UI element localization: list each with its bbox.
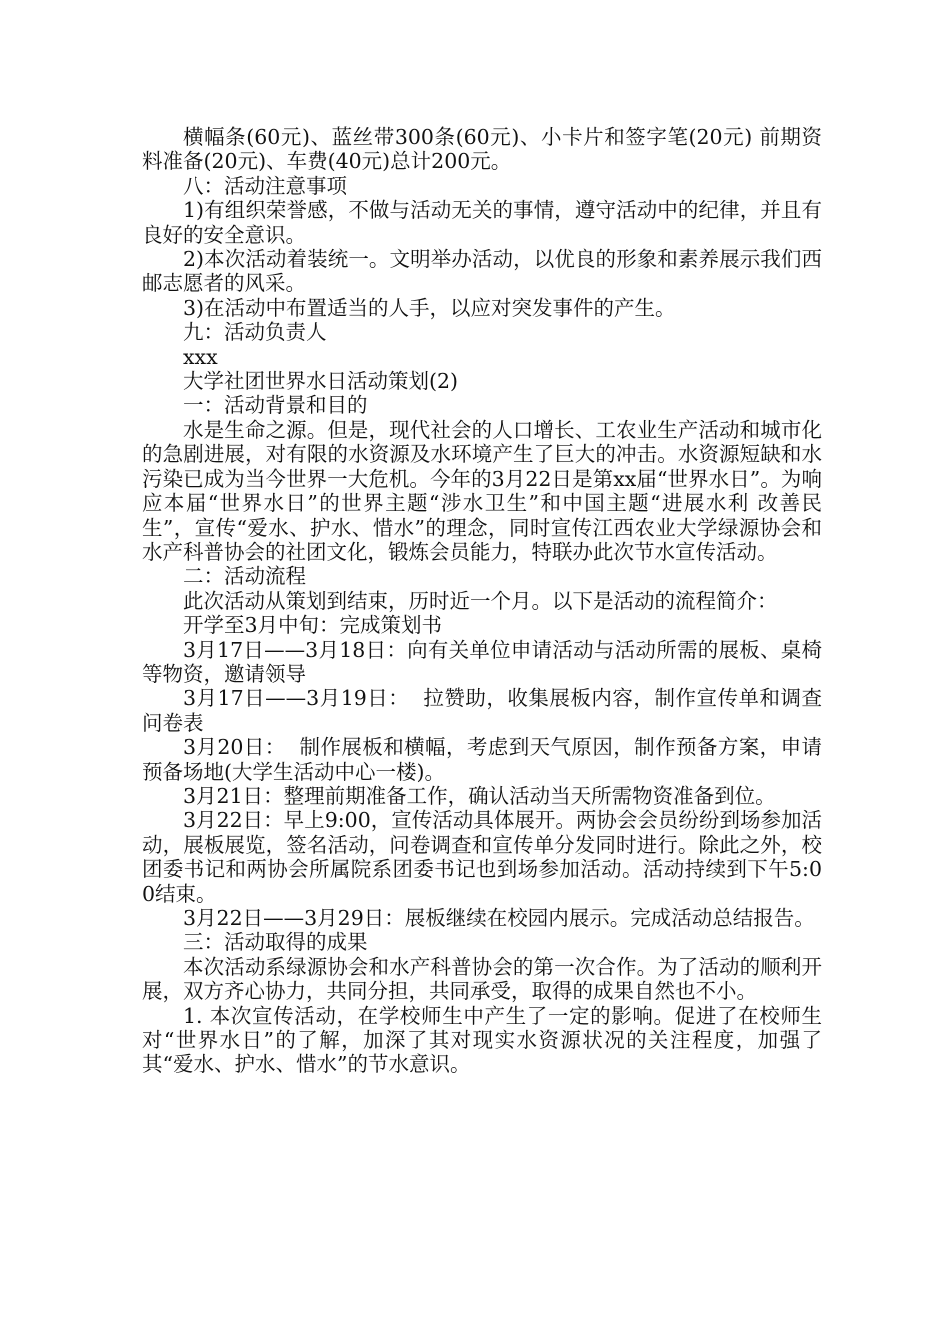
section-heading-background: 一：活动背景和目的: [183, 393, 368, 418]
results-item-1: 1. 本次宣传活动，在学校师生中产生了一定的影响。促进了在校师生对“世界水日”的了解，加深了其对现实水资源状况的关注程度，加强了其“爱水、护水、惜水”的节水意识。: [142, 1003, 822, 1077]
results-intro: 本次活动系绿源协会和水产科普协会的第一次合作。为了活动的顺利开展，双方齐心协力，共同分担，共同承受，取得的成果自然也不小。: [142, 954, 822, 1004]
process-step-7: 3月22日——3月29日：展板继续在校园内展示。完成活动总结报告。: [183, 906, 815, 930]
process-intro: 此次活动从策划到结束，历时近一个月。以下是活动的流程简介：: [183, 588, 778, 613]
process-step-1: 开学至3月中旬：完成策划书: [183, 613, 443, 638]
budget-paragraph: 横幅条(60元)、蓝丝带300条(60元)、小卡片和签字笔(20元) 前期资料准备(20元)、车费(40元)总计200元。: [142, 125, 822, 174]
process-step-3: 3月17日——3月19日： 拉赞助，收集展板内容，制作宣传单和调查问卷表: [142, 686, 822, 735]
section-heading-results: 三：活动取得的成果: [183, 930, 368, 955]
notes-item-3: 3)在活动中布置适当的人手，以应对突发事件的产生。: [183, 295, 676, 320]
process-step-2: 3月17日——3月18日：向有关单位申请活动与活动所需的展板、桌椅等物资，邀请领导: [142, 637, 822, 686]
process-step-4: 3月20日： 制作展板和横幅，考虑到天气原因，制作预备方案，申请预备场地(大学生活动中心一楼)。: [142, 735, 822, 784]
notes-item-2: 2)本次活动着装统一。文明举办活动，以优良的形象和素养展示我们西邮志愿者的风采。: [142, 247, 822, 296]
document-subtitle: 大学社团世界水日活动策划(2): [183, 369, 459, 394]
section-heading-notes: 八：活动注意事项: [183, 173, 347, 198]
notes-item-1: 1)有组织荣誉感，不做与活动无关的事情，遵守活动中的纪律，并且有良好的安全意识。: [142, 198, 822, 247]
section-heading-responsible: 九：活动负责人: [183, 320, 327, 345]
background-paragraph: 水是生命之源。但是，现代社会的人口增长、工农业生产活动和城市化的急剧进展，对有限的水资源及水环境产生了巨大的冲击。水资源短缺和水污染已成为当今世界一大危机。今年的3月22日是第xx届“世界水日”。为响应本届“世界水日”的世界主题“涉水卫生”和中国主题“进展水利 改善民生”，宣传“爱水、护水、惜水”的理念，同时宣传江西农业大学绿源协会和水产科普协会的社团文化，锻炼会员能力，特联办此次节水宣传活动。: [142, 417, 822, 564]
process-step-5: 3月21日：整理前期准备工作，确认活动当天所需物资准备到位。: [183, 783, 776, 808]
process-step-6: 3月22日：早上9:00，宣传活动具体展开。两协会会员纷纷到场参加活动，展板展览，签名活动，问卷调查和宣传单分发同时进行。除此之外，校团委书记和两协会所属院系团委书记也到场参加活动。活动持续到下午5:00结束。: [142, 808, 822, 906]
section-heading-process: 二：活动流程: [183, 564, 306, 589]
responsible-person: xxx: [183, 344, 218, 369]
document-body: [142, 125, 822, 1077]
